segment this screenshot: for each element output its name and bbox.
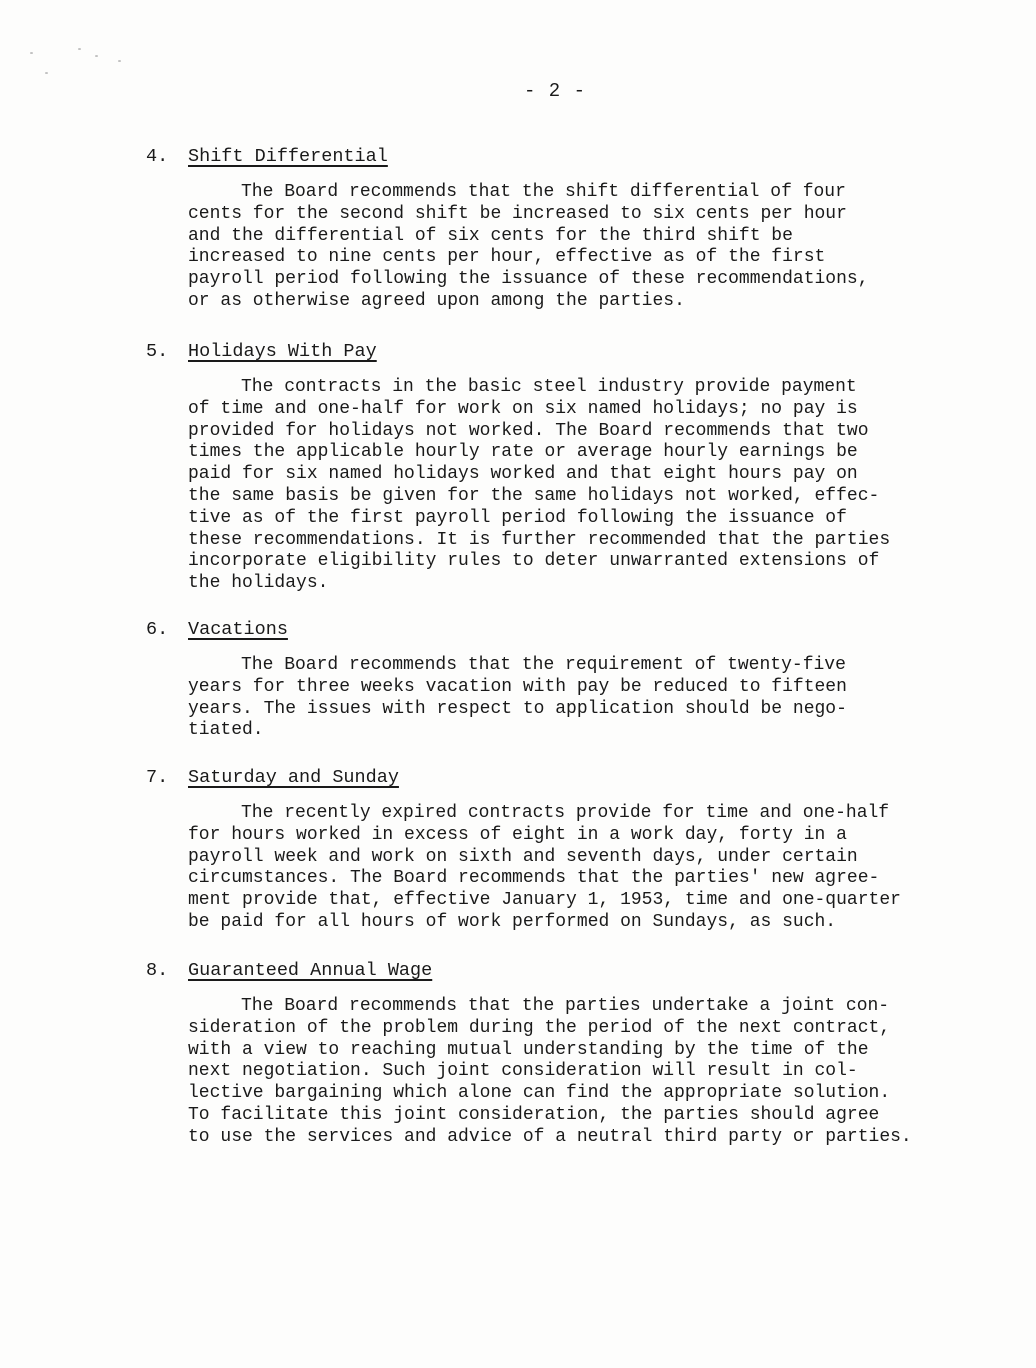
- body-line: payroll period following the issuance of these recommendations,: [188, 269, 869, 290]
- section-saturday-and-sunday: [146, 765, 926, 934]
- body-line: To facilitate this joint consideration, the parties should agree: [188, 1104, 880, 1125]
- body-line: times the applicable hourly rate or average hourly earnings be: [188, 442, 858, 463]
- section-holidays-with-pay: [146, 339, 926, 595]
- section-heading: [146, 958, 926, 984]
- section-body: [188, 803, 926, 934]
- section-vacations: [146, 617, 926, 742]
- body-line: the same basis be given for the same holidays not worked, effec-: [188, 485, 880, 506]
- body-line: increased to nine cents per hour, effective as of the first: [188, 247, 826, 268]
- body-line: provided for holidays not worked. The Board recommends that two: [188, 420, 869, 441]
- body-line: years. The issues with respect to application should be nego-: [188, 698, 847, 719]
- section-body: [188, 182, 926, 313]
- body-line: lective bargaining which alone can find the appropriate solution.: [188, 1083, 891, 1104]
- body-line: tive as of the first payroll period following the issuance of: [188, 507, 847, 528]
- body-line: to use the services and advice of a neutral third party or parties.: [188, 1126, 912, 1147]
- body-line: The recently expired contracts provide for time and one-half: [241, 803, 890, 823]
- body-line: the holidays.: [188, 573, 329, 594]
- body-line: with a view to reaching mutual understanding by the time of the: [188, 1039, 869, 1060]
- section-heading: [146, 339, 926, 365]
- body-line: sideration of the problem during the period of the next contract,: [188, 1017, 891, 1038]
- section-heading: [146, 765, 926, 791]
- body-line: The Board recommends that the requirement of twenty-five: [241, 655, 846, 675]
- body-line: ment provide that, effective January 1, 1953, time and one-quarter: [188, 890, 901, 911]
- section-title: Guaranteed Annual Wage: [188, 960, 433, 981]
- section-title: Shift Differential: [188, 146, 388, 167]
- section-heading: [146, 144, 926, 170]
- paper-speck: [45, 72, 48, 74]
- body-line: be paid for all hours of work performed on Sundays, as such.: [188, 911, 837, 932]
- paper-speck: [30, 52, 33, 54]
- body-line: circumstances. The Board recommends that the parties' new agree-: [188, 868, 880, 889]
- section-heading: [146, 617, 926, 643]
- section-number: 8.: [146, 960, 169, 981]
- body-line: or as otherwise agreed upon among the parties.: [188, 290, 685, 311]
- section-number: 6.: [146, 619, 169, 640]
- paper-speck: [118, 60, 121, 62]
- body-line: The contracts in the basic steel industry provide payment: [241, 377, 857, 397]
- body-line: years for three weeks vacation with pay be reduced to fifteen: [188, 676, 847, 697]
- section-number: 5.: [146, 341, 169, 362]
- section-title: Vacations: [188, 619, 288, 640]
- section-body: [188, 377, 926, 595]
- section-number: 4.: [146, 146, 169, 167]
- body-line: next negotiation. Such joint consideration will result in col-: [188, 1061, 858, 1082]
- body-line: incorporate eligibility rules to deter unwarranted extensions of: [188, 551, 880, 572]
- section-body: [188, 655, 926, 742]
- body-line: cents for the second shift be increased to six cents per hour: [188, 203, 847, 224]
- section-number: 7.: [146, 767, 169, 788]
- body-line: tiated.: [188, 720, 264, 741]
- paper-speck: [78, 48, 81, 50]
- body-line: The Board recommends that the shift differential of four: [241, 182, 846, 202]
- section-body: [188, 996, 926, 1149]
- section-title: Holidays With Pay: [188, 341, 377, 362]
- body-line: of time and one-half for work on six named holidays; no pay is: [188, 398, 858, 419]
- body-line: for hours worked in excess of eight in a work day, forty in a: [188, 824, 847, 845]
- page-number: - 2 -: [523, 80, 586, 102]
- body-line: The Board recommends that the parties undertake a joint con-: [241, 996, 890, 1016]
- body-line: paid for six named holidays worked and that eight hours pay on: [188, 464, 858, 485]
- section-guaranteed-annual-wage: [146, 958, 926, 1149]
- section-shift-differential: [146, 144, 926, 313]
- body-line: these recommendations. It is further recommended that the parties: [188, 529, 891, 550]
- paper-speck: [95, 55, 98, 57]
- body-line: payroll week and work on sixth and seventh days, under certain: [188, 846, 858, 867]
- section-title: Saturday and Sunday: [188, 767, 399, 788]
- body-line: and the differential of six cents for the third shift be: [188, 225, 793, 246]
